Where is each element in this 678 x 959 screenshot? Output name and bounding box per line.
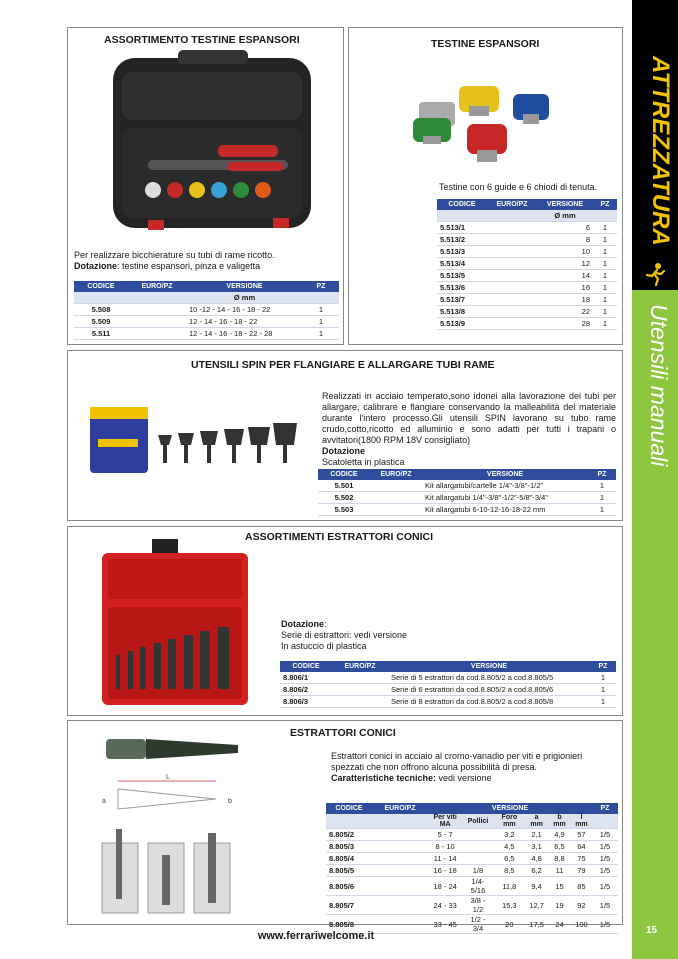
sidebar-subcategory-band: [632, 290, 678, 959]
col-header-codice: CODICE: [74, 281, 128, 292]
col-header-codice: CODICE: [437, 199, 487, 210]
table-row: 5.513/6 16 1: [437, 282, 617, 294]
table-row: 5.513/4 12 1: [437, 258, 617, 270]
table-row: 5.513/5 14 1: [437, 270, 617, 282]
dim-l-label: L: [166, 774, 170, 781]
col-header-codice: CODICE: [280, 661, 332, 672]
table-row: 5.513/2 8 1: [437, 234, 617, 246]
product-table: [280, 661, 616, 708]
table-row: 5.513/7 18 1: [437, 294, 617, 306]
section-assortimenti-estrattori: [67, 526, 623, 716]
table-row: 8.805/6 18 - 24 1/4-5/16 11,8 9,4 15 85 1/5: [326, 877, 618, 896]
runner-icon: [644, 262, 666, 286]
col-header-pz: PZ: [590, 661, 616, 672]
table-row: 8.806/1 Serie di 5 estrattori da cod.8.805/2 a cod.8.805/5 1: [280, 672, 616, 684]
section-title: UTENSILI SPIN PER FLANGIARE E ALLARGARE TUBI RAME: [191, 359, 495, 371]
col-header-versione: VERSIONE: [422, 469, 588, 480]
table-row: 8.805/4 11 - 14 6,5 4,8 8,8 75 1/5: [326, 853, 618, 865]
product-table: [437, 199, 617, 330]
col-header-pz: PZ: [592, 803, 618, 814]
col-header-pz: PZ: [588, 469, 616, 480]
spin-tools-image: [88, 403, 298, 483]
section-assortimento-testine: [67, 27, 344, 345]
section-testine-espansori: [348, 27, 623, 345]
table-row: 8.805/8 33 - 45 1/2 - 3/4 20 17,5 24 100 1/5: [326, 915, 618, 934]
dim-a-label: a: [102, 798, 106, 805]
table-row: 8.805/3 8 - 10 4,5 3,1 6,5 64 1/5: [326, 841, 618, 853]
table-row: 5.501 Kit allargatubi/cartelle 1/4"-3/8"-1/2" 1: [318, 480, 616, 492]
sidebar-category-label: ATTREZZATURA: [647, 56, 674, 246]
section-title: ASSORTIMENTI ESTRATTORI CONICI: [245, 531, 434, 543]
sidebar-category-band: [632, 0, 678, 290]
table-row: 5.511 12 - 14 - 16 - 18 - 22 - 28 1: [74, 328, 339, 340]
col-header-versione: VERSIONE: [537, 199, 593, 210]
col-header-versione: VERSIONE: [388, 661, 590, 672]
expander-kit-image: [108, 50, 318, 240]
table-row: 5.509 12 - 14 - 16 - 18 - 22 1: [74, 316, 339, 328]
sidebar-subcategory-label: Utensili manuali: [646, 304, 672, 467]
section-description: Realizzati in acciaio temperato,sono idonei alla lavorazione dei tubi per allargare, calibrare e flangiare conservando la malleabilità del materiale durante l'intero processo.Gli utensili SPIN lavorano su tubo rame crudo,cotto,ricotto ed alluminio e sono adatti per tutti i trapani o avvitatori(1800 RPM 18V consigliato) Dotazione Scatoletta in plastica: [322, 391, 616, 467]
product-table: [318, 469, 616, 516]
section-description: Testine con 6 guide e 6 chiodi di tenuta.: [439, 182, 598, 192]
section-title: TESTINE ESPANSORI: [431, 38, 540, 50]
section-utensili-spin: [67, 350, 623, 521]
table-row: 5.513/8 22 1: [437, 306, 617, 318]
table-row: 8.806/3 Serie di 8 estrattori da cod.8.805/2 a cod.8.805/8 1: [280, 696, 616, 708]
col-header-codice: CODICE: [326, 803, 372, 814]
col-header-codice: CODICE: [318, 469, 370, 480]
page-number: 15: [646, 925, 658, 936]
product-table: CODICE EURO/PZ VERSIONE PZ Per viti MA Pollici Foro mm a mm b mm l mm 8.805/2 5 - 7 3,2 2,1 4,9 57 1/5 8.805/3 8 - 10 4,5 3,1 6,5 64 1/5 8.805/4 11 - 14 6,5 4,8 8,8 75 1/5 8.805/5 16 - 18 1/8 8,5 6,2 11 79 1/5 8.805/6 18 - 24 1/4-5/16 11,8 9,4 15 85 1/5 8.805/7 24 - 33 3/8 - 1/2 15,3 12,7 19 92 1/5 8.805/8 33 - 45 1/2 - 3/4 20 17,5 24 100 1/5: [326, 803, 618, 934]
col-header-euro: EURO/PZ: [487, 199, 537, 210]
product-table: [74, 281, 339, 340]
table-row: 8.805/5 16 - 18 1/8 8,5 6,2 11 79 1/5: [326, 865, 618, 877]
table-row: 8.805/7 24 - 33 3/8 - 1/2 15,3 12,7 19 92 1/5: [326, 896, 618, 915]
col-header-euro: EURO/PZ: [332, 661, 388, 672]
section-description: Estrattori conici in acciaio al cromo-vanadio per viti e prigionieri spezzati che non offrono alcuna possibilità di presa. Caratteristiche tecniche: vedi versione: [331, 751, 583, 783]
section-title: ASSORTIMENTO TESTINE ESPANSORI: [104, 34, 300, 46]
table-row: 5.513/9 28 1: [437, 318, 617, 330]
col-header-euro: EURO/PZ: [370, 469, 422, 480]
col-header-euro: EURO/PZ: [372, 803, 428, 814]
col-header-pz: PZ: [303, 281, 339, 292]
col-header-euro: EURO/PZ: [128, 281, 186, 292]
table-row: 5.513/1 6 1: [437, 222, 617, 234]
extractor-diagram-image: [98, 733, 238, 921]
section-description: Per realizzare bicchierature su tubi di rame ricotto. Dotazione: testine espansori, pinza e valigetta: [74, 250, 275, 271]
dim-b-label: b: [228, 798, 232, 805]
unit-label: Ø mm: [186, 292, 303, 304]
section-description: Dotazione: Serie di estrattori: vedi versione In astuccio di plastica: [281, 619, 408, 651]
table-row: 8.806/2 Serie di 6 estrattori da cod.8.805/2 a cod.8.805/6 1: [280, 684, 616, 696]
section-title: ESTRATTORI CONICI: [290, 727, 396, 739]
footer-url[interactable]: www.ferrariwelcome.it: [257, 930, 375, 942]
table-row: 5.502 Kit allargatubi 1/4"-3/8"-1/2"-5/8"-3/4" 1: [318, 492, 616, 504]
unit-label: Ø mm: [537, 210, 593, 222]
table-row: 8.805/2 5 - 7 3,2 2,1 4,9 57 1/5: [326, 829, 618, 841]
table-row: 5.513/3 10 1: [437, 246, 617, 258]
col-header-versione: VERSIONE: [428, 803, 592, 814]
table-row: 5.508 10 -12 - 14 - 16 - 18 - 22 1: [74, 304, 339, 316]
col-header-pz: PZ: [593, 199, 617, 210]
col-header-versione: VERSIONE: [186, 281, 303, 292]
expander-heads-image: [409, 78, 559, 188]
section-estrattori-conici: [67, 720, 623, 933]
table-row: 5.503 Kit allargatubi 6-10-12-16-18-22 mm 1: [318, 504, 616, 516]
extractor-case-image: [100, 537, 250, 707]
